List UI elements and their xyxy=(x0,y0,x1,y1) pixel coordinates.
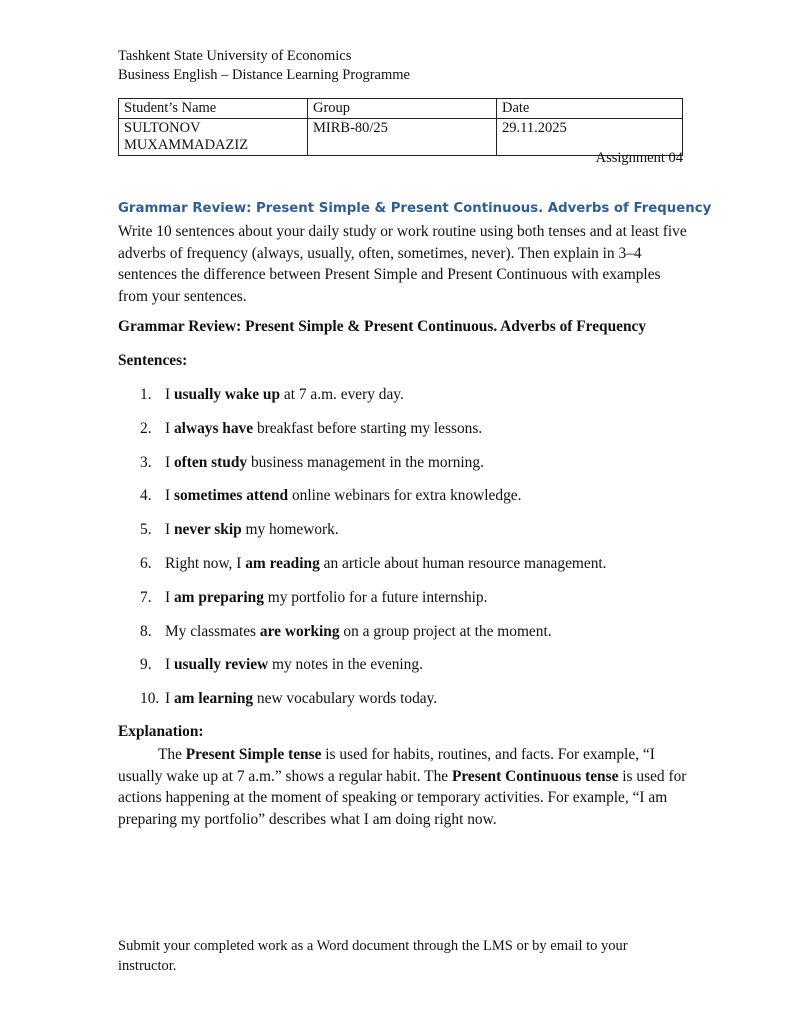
sentence-text: I xyxy=(165,588,174,606)
explanation-text xyxy=(118,744,688,830)
list-number: 2. xyxy=(140,419,152,437)
sentence-verb: am preparing xyxy=(173,588,264,606)
list-item xyxy=(140,623,552,641)
present-continuous-term: Present Continuous tense xyxy=(451,767,619,785)
sentence-verb: often study xyxy=(173,453,248,471)
task-heading: Grammar Review: Present Simple & Present Continuous. Adverbs of Frequency xyxy=(118,201,712,216)
student-name-cell: SULTONOV MUXAMMADAZIZ xyxy=(119,119,308,156)
table-header-cell: Group xyxy=(308,99,497,119)
list-number: 10. xyxy=(140,690,160,708)
sentence-text: breakfast before starting my lessons. xyxy=(253,419,483,437)
answer-heading: Grammar Review: Present Simple & Present Continuous. Adverbs of Frequency xyxy=(118,318,647,335)
sentence-text: new vocabulary words today. xyxy=(253,690,438,708)
sentence-text: online webinars for extra knowledge. xyxy=(288,487,522,505)
list-item xyxy=(140,386,404,404)
sentence-text: My classmates xyxy=(165,622,260,640)
sentence-text: Right now, I xyxy=(165,555,246,572)
sentences-heading: Sentences: xyxy=(118,352,188,369)
list-number: 7. xyxy=(140,588,152,606)
list-number: 8. xyxy=(140,622,152,640)
sentence-text: I xyxy=(165,521,174,539)
list-number: 4. xyxy=(140,487,152,505)
task-text: Write 10 sentences about your daily study or work routine using both tenses and at least five adverbs of frequency (always, usually, often, sometimes, never). Then explain in 3–4 sentences the difference between Present Simple and Present Continuous with examples from your sentences. xyxy=(118,223,687,305)
sentence-verb: usually review xyxy=(173,656,269,674)
list-item xyxy=(140,454,484,472)
sentence-text: I xyxy=(165,419,174,437)
sentence-text: business management in the morning. xyxy=(247,453,484,471)
list-number: 6. xyxy=(140,555,152,572)
sentence-verb: usually wake up xyxy=(173,386,281,403)
list-item xyxy=(140,589,487,607)
list-item xyxy=(140,487,521,505)
sentence-verb: are working xyxy=(259,622,340,640)
sentence-text: my homework. xyxy=(241,521,339,539)
list-number: 5. xyxy=(140,521,152,539)
date-cell: 29.11.2025 xyxy=(497,119,683,156)
list-item xyxy=(140,690,437,708)
explanation-text-part: is used for actions happening at the moment of speaking or temporary activities. For example, “I am preparing my portfolio” describes what I am doing right now. xyxy=(118,767,687,828)
sentence-text: I xyxy=(165,656,174,674)
list-item xyxy=(140,656,423,674)
submission-note: Submit your completed work as a Word document through the LMS or by email to your instructor. xyxy=(118,938,628,974)
sentence-text: on a group project at the moment. xyxy=(339,622,552,640)
sentence-verb: am reading xyxy=(245,555,320,572)
explanation-heading: Explanation: xyxy=(118,723,204,740)
explanation-text-part: The xyxy=(158,746,186,763)
programme-name: Business English – Distance Learning Programme xyxy=(118,67,410,83)
list-number: 1. xyxy=(140,386,152,403)
list-item xyxy=(140,521,339,539)
present-simple-term: Present Simple tense xyxy=(185,746,322,763)
sentence-text: my portfolio for a future internship. xyxy=(263,588,488,606)
university-name: Tashkent State University of Economics xyxy=(118,48,352,64)
table-header-row xyxy=(119,99,683,119)
sentence-verb: always have xyxy=(173,419,254,437)
table-header-cell: Date xyxy=(497,99,683,119)
list-item xyxy=(140,555,607,573)
list-item xyxy=(140,420,482,438)
explanation-text-part: is used for habits, routines, and facts. For example, “I usually wake up at 7 a.m.” shows a regular habit. The xyxy=(118,746,655,785)
table-header-cell: Student’s Name xyxy=(119,99,308,119)
sentence-text: my notes in the evening. xyxy=(268,656,423,674)
list-number: 3. xyxy=(140,453,152,471)
sentence-text: I xyxy=(165,690,174,708)
assignment-label: Assignment 04 xyxy=(595,150,683,166)
list-number: 9. xyxy=(140,656,152,674)
student-info-table xyxy=(118,98,683,156)
sentence-text: I xyxy=(165,487,174,505)
group-cell: MIRB-80/25 xyxy=(308,119,497,156)
sentence-text: at 7 a.m. every day. xyxy=(280,386,404,403)
sentence-text: I xyxy=(165,386,174,403)
sentence-text: I xyxy=(165,453,174,471)
sentence-verb: never skip xyxy=(173,521,242,539)
sentence-text: an article about human resource management. xyxy=(319,555,607,572)
sentence-verb: am learning xyxy=(173,690,254,708)
sentence-verb: sometimes attend xyxy=(173,487,289,505)
